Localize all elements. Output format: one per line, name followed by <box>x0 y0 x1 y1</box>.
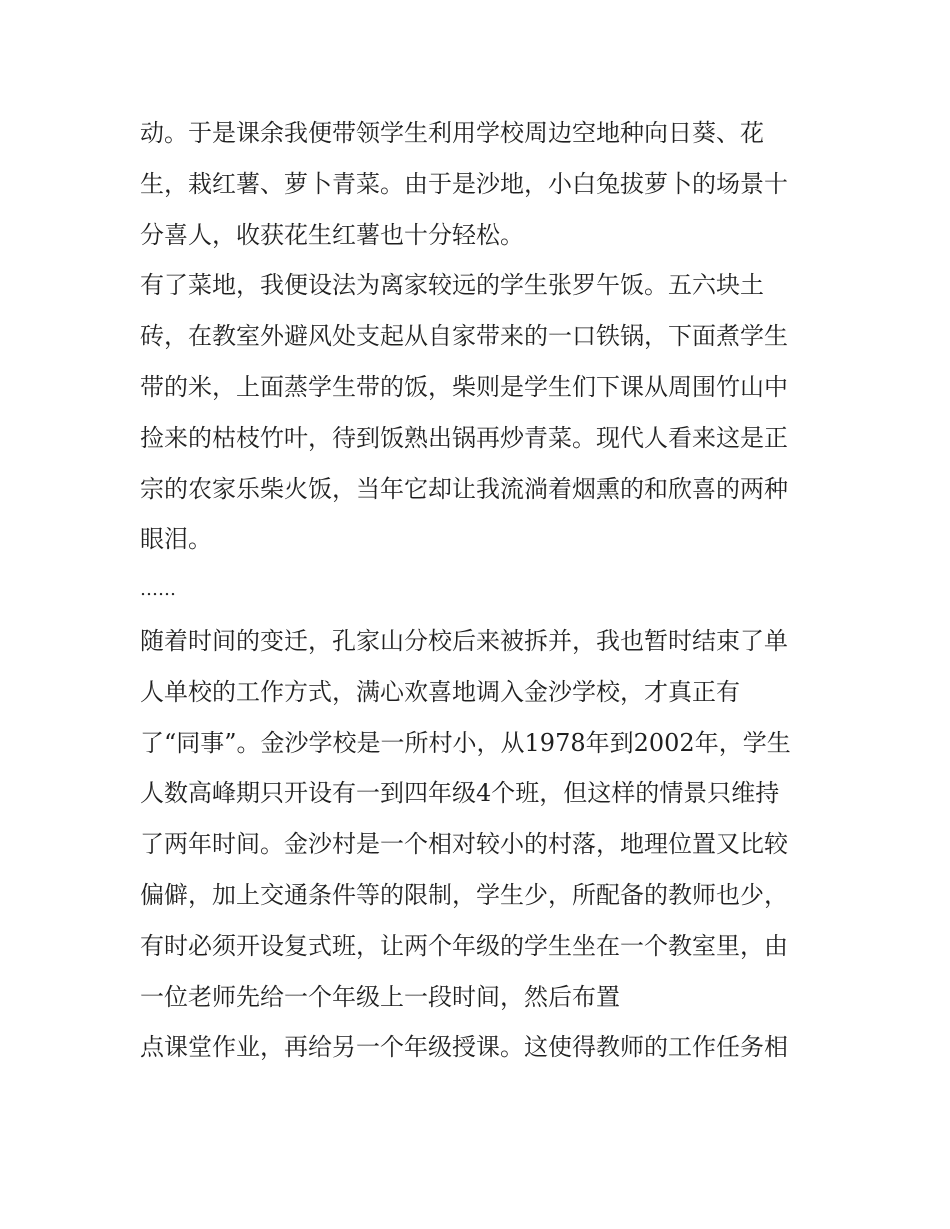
text-line: 带的米，上面蒸学生带的饭，柴则是学生们下课从周围竹山中 <box>140 372 788 401</box>
text-line: 偏僻，加上交通条件等的限制，学生少，所配备的教师也少， <box>140 880 788 909</box>
text-line: 动。于是课余我便带领学生利用学校周边空地种向日葵、花 <box>140 119 764 147</box>
text-line: 砖，在教室外避风处支起从自家带来的一口铁锅，下面煮学生 <box>140 322 788 351</box>
ellipsis-line: …… <box>140 579 176 601</box>
text-line: 捡来的枯枝竹叶，待到饭熟出锅再炒青菜。现代人看来这是正 <box>140 423 788 452</box>
text-line: 生，栽红薯、萝卜青菜。由于是沙地，小白兔拔萝卜的场景十 <box>140 169 788 198</box>
text-line: 随着时间的变迁，孔家山分校后来被拆并，我也暂时结束了单 <box>140 626 788 655</box>
text-line: 人数高峰期只开设有一到四年级4个班，但这样的情景只维持 <box>140 779 780 808</box>
text-line: 眼泪。 <box>140 525 212 554</box>
body-text <box>140 108 820 1073</box>
text-line: 宗的农家乐柴火饭，当年它却让我流淌着烟熏的和欣喜的两种 <box>140 474 788 503</box>
text-line: 一位老师先给一个年级上一段时间，然后布置 <box>140 982 620 1011</box>
text-line: 有了菜地，我便设法为离家较远的学生张罗午饭。五六块土 <box>140 271 764 300</box>
text-line: 了两年时间。金沙村是一个相对较小的村落，地理位置又比较 <box>140 830 788 859</box>
text-line: 了“同事”。金沙学校是一所村小，从1978年到2002年，学生 <box>140 728 791 757</box>
text-line: 点课堂作业，再给另一个年级授课。这使得教师的工作任务相 <box>140 1033 788 1062</box>
text-line: 有时必须开设复式班，让两个年级的学生坐在一个教室里，由 <box>140 931 788 960</box>
text-line: 人单校的工作方式，满心欢喜地调入金沙学校，才真正有 <box>140 677 740 706</box>
text-line: 分喜人，收获花生红薯也十分轻松。 <box>140 220 524 249</box>
